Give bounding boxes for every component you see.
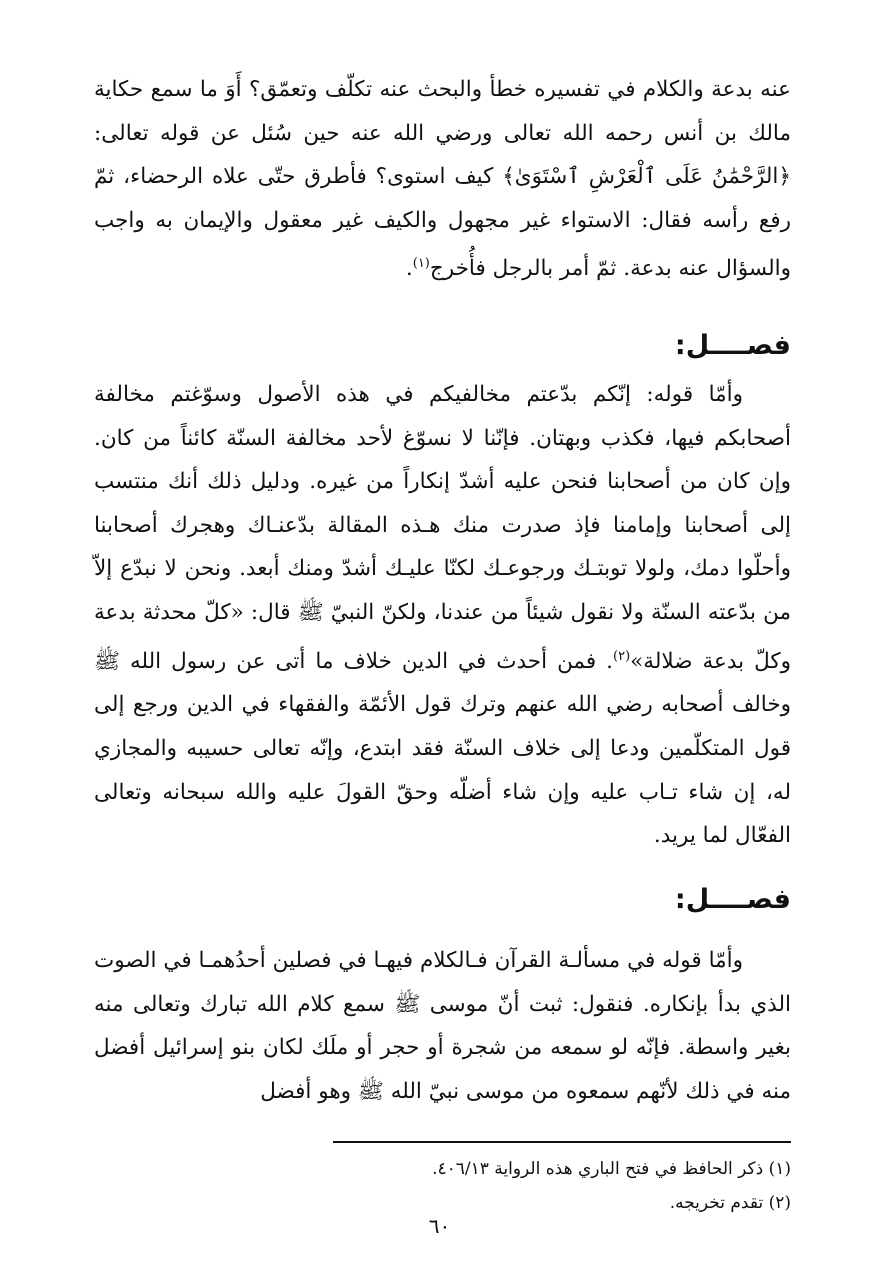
paragraph-2-text: وأمّا قوله: إنّكم بدّعتم مخالفيكم في هذه الأصول وسوّغتم مخالفة أصحابكم فيها، فكذب وبهتان. فإنّنا لا نسوّغ لأحد مخالفة السنّة كائناً من كان. وإن كان من أصحابنا فنحن عليه أشدّ إنكاراً من غيره. ودليل ذلك أنك منتسب إلى أصحابنا وإمامنا فإذ صدرت منك هـذه المقالة بدّعنـاك وهجرك أصحابنا وأحلّوا دمك، ولولا توبتـك ورجوعـك لكنّا عليـك أشدّ ومنك أبعد. ونحن لا نبدّع إلاّ من بدّعته السنّة ولا نقول شيئاً من عندنا، ولكنّ النبيّ ﷺ قال: «كلّ محدثة بدعة وكلّ بدعة ضلالة» bbox=[94, 382, 792, 674]
section-heading-2: فصــــل: bbox=[674, 884, 791, 915]
paragraph-2 bbox=[94, 373, 791, 858]
section-2 bbox=[94, 373, 791, 858]
footnotes bbox=[94, 1152, 791, 1220]
section-3 bbox=[94, 939, 791, 1113]
footnote-2: (٢) تقدم تخريجه. bbox=[669, 1193, 791, 1213]
footnote-1: (١) ذكر الحافظ في فتح الباري هذه الرواية ٤٠٦/١٣. bbox=[432, 1159, 791, 1179]
section-heading-1: فصــــل: bbox=[674, 330, 791, 361]
paragraph-1-end: . bbox=[405, 256, 413, 282]
paragraph-2-rest: . فمن أحدث في الدين خلاف ما أتى عن رسول الله ﷺ وخالف أصحابه رضي الله عنهم وترك قول الأئمّة والفقهاء في الدين ورجع إلى قول المتكلّمين ودعا إلى خلاف السنّة فقد ابتدع، وإنّه تعالى حسيبه والمجازي له، إن شاء تـاب عليه وإن شاء أضلّه وحقّ القولَ عليه والله سبحانه وتعالى الفعّال لما يريد. bbox=[94, 648, 791, 849]
section-1 bbox=[94, 68, 791, 291]
page-number: ٦٠ bbox=[428, 1214, 451, 1238]
paragraph-1-text: عنه بدعة والكلام في تفسيره خطأ والبحث عنه تكلّف وتعمّق؟ أَوَ ما سمع حكاية مالك بن أنس رحمه الله تعالى ورضي الله عنه حين سُئل عن قوله تعالى: ﴿الرَّحْمَٰنُ عَلَى ٱلْعَرْشِ ٱسْتَوَىٰ﴾ كيف استوى؟ فأطرق حتّى علاه الرحضاء، ثمّ رفع رأسه فقال: الاستواء غير مجهول والكيف غير معقول والإيمان به واجب والسؤال عنه بدعة. ثمّ أمر بالرجل فأُخرج bbox=[94, 77, 791, 282]
footnote-ref-1: (١) bbox=[412, 256, 430, 272]
footnote-separator bbox=[333, 1141, 791, 1143]
footnote-ref-2: (٢) bbox=[613, 648, 631, 664]
paragraph-3: وأمّا قوله في مسألـة القرآن فـالكلام فيهـا في فصلين أحدُهمـا في الصوت الذي بدأ بإنكاره. فنقول: ثبت أنّ موسى ﷺ سمع كلام الله تبارك وتعالى منه بغير واسطة. فإنّه لو سمعه من شجرة أو حجر أو ملَك لكان بنو إسرائيل أفضل منه في ذلك لأنّهم سمعوه من موسى نبيّ الله ﷺ وهو أفضل bbox=[94, 948, 791, 1104]
paragraph-1 bbox=[94, 68, 791, 291]
